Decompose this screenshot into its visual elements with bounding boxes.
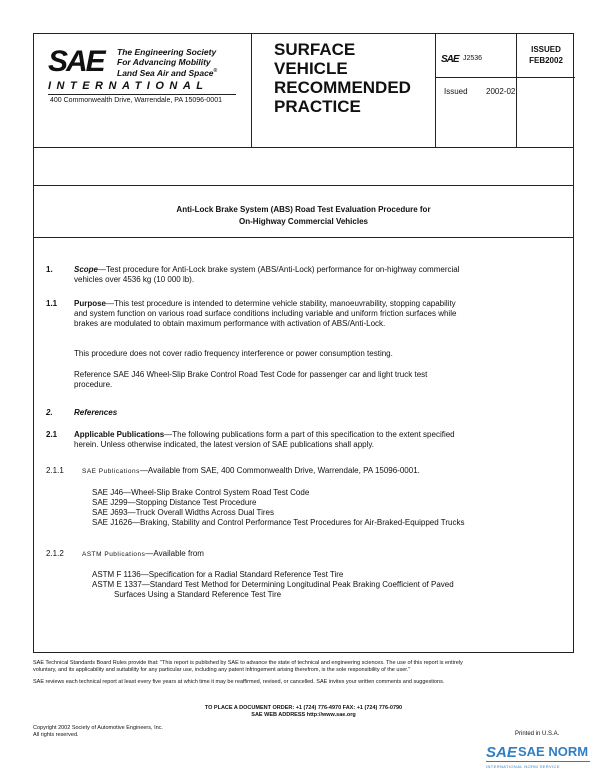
review-text: SAE reviews each technical report at least every five years at which time it may be reaffirmed, revised, or cancelled. SAE invites your written comments and suggestions.	[33, 679, 445, 685]
issued-date: 2002-02	[486, 87, 516, 96]
para-text: and system function on various road surface conditions including variable and uniform friction surfaces while	[74, 309, 457, 318]
sae-address: 400 Commonwealth Drive, Warrendale, PA 15096-0001	[50, 97, 222, 104]
section-number: 2.1.2	[46, 549, 64, 558]
para-text: procedure.	[74, 380, 113, 389]
issued-top-label: ISSUED	[531, 45, 561, 54]
tagline-line: The Engineering Society	[117, 47, 217, 57]
sae-pubs-heading	[82, 466, 420, 477]
sae-small-logo: SAE	[441, 54, 459, 65]
para-text: herein. Unless otherwise indicated, the latest version of SAE publications shall apply.	[74, 440, 375, 449]
section-number: 1.1	[46, 299, 58, 308]
title-row	[34, 185, 573, 238]
list-item: SAE J1626—Braking, Stability and Control Performance Test Procedures for Air-Braked-Equipped Trucks	[92, 518, 465, 527]
doc-number-box	[436, 34, 516, 78]
list-item: SAE J299—Stopping Distance Test Procedure	[92, 498, 257, 507]
reference-paragraph	[74, 370, 569, 390]
subsection-heading: SAE Publications	[82, 468, 140, 475]
para-text: vehicles over 4536 kg (10 000 lb).	[74, 275, 195, 284]
para-text: brakes are modulated to obtain maximum performance with activation of ABS/Anti-Lock.	[74, 319, 386, 328]
list-item-continuation: Surfaces Using a Standard Reference Test Tire	[114, 590, 282, 599]
international-wordmark: INTERNATIONAL	[48, 80, 209, 92]
tagline-line: For Advancing Mobility	[117, 56, 211, 67]
para-text: —This test procedure is intended to determine vehicle stability, manoeuvrability, stopping capability	[106, 299, 456, 308]
watermark-small-text: INTERNATIONAL NORM SERVICE	[486, 764, 560, 769]
doc-number-block	[436, 34, 517, 147]
sae-logo-block	[34, 34, 252, 147]
section-heading: Scope	[74, 265, 99, 274]
issued-top-value: FEB2002	[529, 56, 563, 65]
applicable-pubs-paragraph	[74, 430, 569, 450]
disclaimer-text: SAE Technical Standards Board Rules provide that: "This report is published by SAE to advance the state of technical and engineering sciences. The use of this report is entirely	[33, 660, 463, 666]
subsection-heading: ASTM Publications	[82, 551, 146, 558]
para-text: —Available from	[145, 549, 204, 558]
astm-pubs-heading	[82, 549, 204, 560]
doc-type-line: VEHICLE	[274, 59, 348, 78]
blank-row	[34, 147, 573, 186]
para-text: —The following publications form a part of this specification to the extent specified	[164, 430, 455, 439]
section-heading: Purpose	[74, 299, 107, 308]
section-heading: References	[74, 408, 118, 417]
doc-type-line: SURFACE	[274, 40, 356, 59]
order-phone-line: TO PLACE A DOCUMENT ORDER: +1 (724) 776-4970 FAX: +1 (724) 776-0790	[204, 705, 403, 711]
issued-label: Issued	[444, 87, 468, 96]
footer-notes	[33, 660, 574, 686]
section-heading: Applicable Publications	[74, 430, 165, 439]
header-row	[34, 34, 573, 148]
section-number: 2.1.1	[46, 466, 64, 475]
tagline-line: Land Sea Air and Space®	[117, 67, 218, 78]
list-item: ASTM E 1337—Standard Test Method for Determining Longitudinal Peak Braking Coefficient of Paved	[92, 580, 454, 589]
list-item: ASTM F 1136—Specification for a Radial Standard Reference Test Tire	[92, 570, 344, 579]
disclaimer-text: voluntary, and its applicability and suitability for any particular use, including any patent infringement arising therefrom, is the sole responsibility of the user."	[33, 667, 411, 673]
watermark-divider	[486, 761, 590, 762]
document-title	[34, 204, 573, 228]
section-number: 1.	[46, 265, 53, 274]
list-item: SAE J46—Wheel-Slip Brake Control System Road Test Code	[92, 488, 310, 497]
copyright-line: Copyright 2002 Society of Automotive Engineers, Inc.	[33, 725, 163, 731]
scope-paragraph	[74, 265, 564, 285]
title-line: Anti-Lock Brake System (ABS) Road Test Evaluation Procedure for	[176, 205, 431, 214]
doc-type-line: PRACTICE	[274, 97, 361, 116]
doc-type	[274, 40, 411, 116]
doc-type-block	[252, 34, 436, 147]
issued-box	[517, 34, 575, 78]
para-text: —Test procedure for Anti-Lock brake system (ABS/Anti-Lock) performance for on-highway commercial	[98, 265, 460, 274]
section-number: 2.	[46, 408, 53, 417]
para-text: Reference SAE J46 Wheel-Slip Brake Control Road Test Code for passenger car and light truck test	[74, 370, 428, 379]
issued-block	[517, 34, 575, 147]
doc-type-line: RECOMMENDED	[274, 78, 411, 97]
printed-in: Printed in U.S.A.	[515, 731, 560, 737]
divider	[48, 94, 236, 95]
section-number: 2.1	[46, 430, 58, 439]
radio-paragraph: This procedure does not cover radio frequency interference or power consumption testing.	[74, 349, 393, 358]
watermark-text: SAE NORM	[518, 744, 589, 759]
web-address-line: SAE WEB ADDRESS http://www.sae.org	[251, 712, 356, 718]
sae-logo: SAE	[48, 45, 104, 78]
purpose-paragraph	[74, 299, 569, 329]
copyright-line: All rights reserved.	[33, 732, 79, 738]
title-line: On-Highway Commercial Vehicles	[239, 217, 368, 226]
astm-reference-list	[92, 570, 572, 600]
para-text: —Available from SAE, 400 Commonwealth Drive, Warrendale, PA 15096-0001.	[139, 466, 420, 475]
watermark-sae-logo: SAE	[486, 744, 517, 761]
document-frame	[33, 33, 574, 653]
copyright	[33, 725, 163, 739]
list-item: SAE J693—Truck Overall Widths Across Dual Tires	[92, 508, 274, 517]
society-tagline	[117, 48, 217, 78]
sae-reference-list	[92, 488, 464, 528]
doc-number: J2536	[463, 55, 483, 62]
